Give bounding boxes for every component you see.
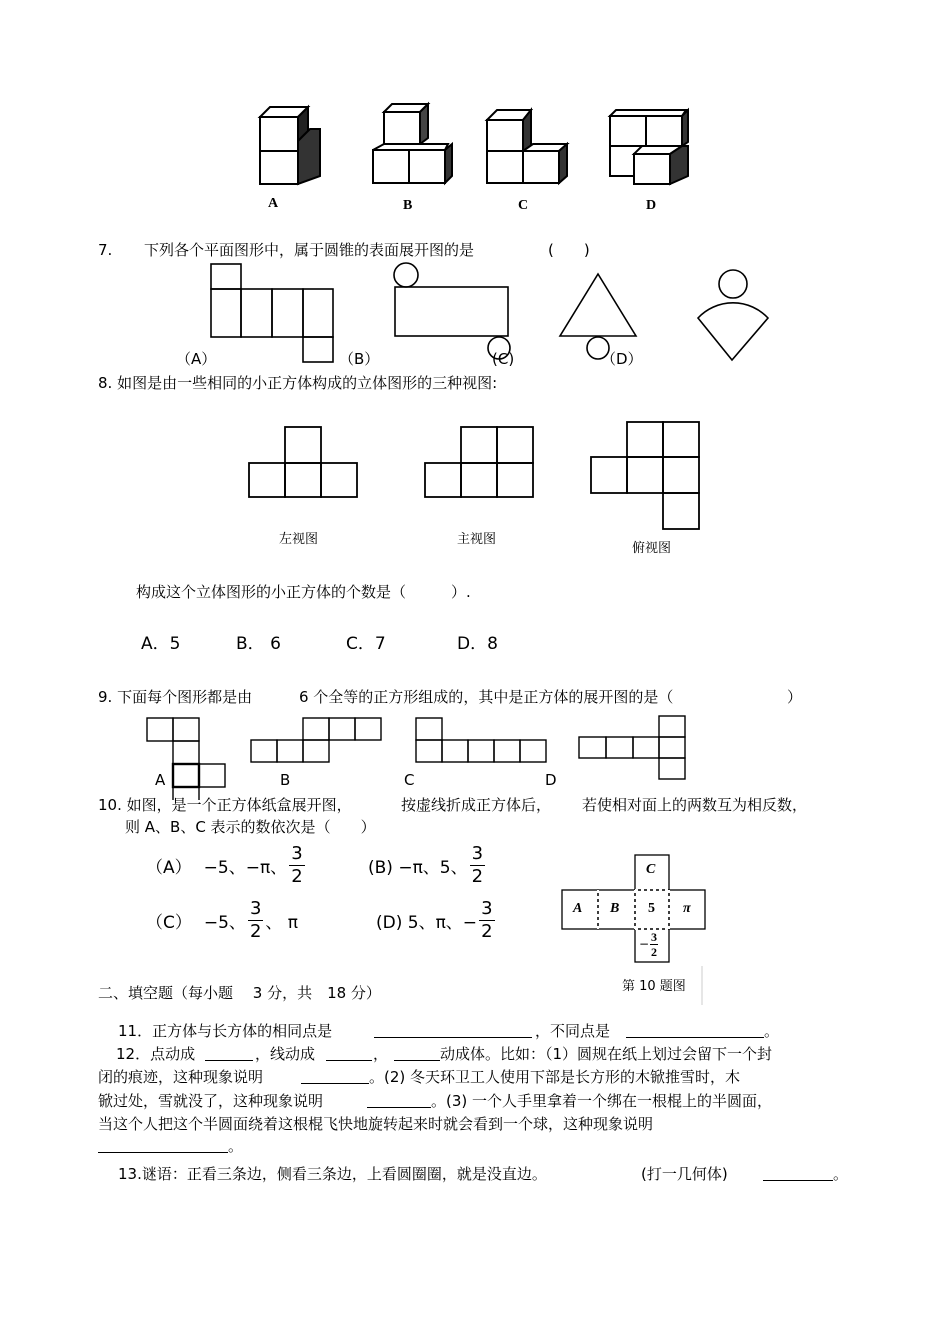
q7-label-b: （B）	[339, 350, 380, 368]
q10-option-c-text: −5、	[203, 913, 246, 933]
q8-choice-b: B． 6	[236, 634, 281, 654]
q10-line1-c: 若使相对面上的两数互为相反数，	[582, 796, 808, 814]
q10-line1-b: 按虚线折成正方体后，	[401, 796, 552, 814]
q6-label-c: C	[518, 198, 529, 213]
q12-l3-a: 锨过处，雪就没了，这种现象说明	[98, 1092, 324, 1110]
q12-l2-a: 闭的痕迹，这种现象说明	[98, 1068, 264, 1086]
q10-option-b-label: (B) −π、5、	[368, 858, 468, 878]
q7-text: 下列各个平面图形中，属于圆锥的表面展开图的是	[144, 241, 475, 259]
q12-l4: 当这个人把这个半圆面绕着这根棍飞快地旋转起来时就会看到一个球，这种现象说明	[98, 1115, 654, 1133]
fraction-denominator: 2	[291, 866, 303, 887]
q7-number: 7.	[98, 241, 113, 259]
fraction-denominator: 2	[249, 921, 262, 942]
q10-option-c-tail: 、 π	[265, 913, 299, 933]
q10-option-a-label: （A）	[146, 858, 192, 878]
fraction-numerator: 3	[651, 930, 657, 944]
q10-line2: 则 A、B、C 表示的数依次是（ ）	[125, 818, 376, 836]
q12-l1-a: 12．点动成	[116, 1045, 196, 1063]
q8-left-view-label: 左视图	[279, 532, 319, 547]
q10-net-cell-a: A	[573, 901, 583, 916]
q9-text-a: 9. 下面每个图形都是由	[98, 688, 253, 706]
q9-label-a: A	[155, 771, 166, 789]
q11-text-a: 11．正方体与长方体的相同点是	[118, 1022, 333, 1040]
q10-net-cell-right: π	[683, 901, 691, 916]
q9-label-b: B	[280, 771, 291, 789]
q13-text-b: (打一几何体)	[641, 1165, 728, 1183]
fraction-denominator: 2	[471, 866, 484, 887]
section2-title: 二、填空题（每小题 3 分，共 18 分）	[98, 984, 381, 1002]
q9-label-c: C	[404, 771, 415, 789]
q10-option-d-label: (D) 5、π、−	[376, 913, 478, 933]
q12-l3-b: 。(3) 一个人手里拿着一个绑在一根棍上的半圆面，	[431, 1092, 773, 1110]
q8-text: 8. 如图是由一些相同的小正方体构成的立体图形的三种视图:	[98, 374, 498, 392]
q6-label-d: D	[646, 198, 657, 213]
q7-paren: ( )	[548, 241, 590, 259]
fraction-numerator: 3	[291, 843, 303, 864]
q10-option-a-text: −5、−π、	[203, 858, 288, 878]
q7-label-c: (C)	[492, 350, 515, 368]
q10-net-cell-bottom-fraction	[650, 930, 658, 959]
q7-label-d: （D）	[601, 350, 643, 368]
q8-choice-a: A．5	[141, 634, 181, 654]
fraction-denominator: 2	[651, 945, 657, 959]
q11-blank-same[interactable]	[374, 1023, 532, 1038]
q10-net-cell-c: C	[646, 862, 656, 877]
q7-label-a: （A）	[176, 350, 217, 368]
q13-blank[interactable]	[763, 1166, 833, 1181]
q12-blank-1[interactable]	[205, 1046, 253, 1061]
q8-choice-d: D．8	[457, 634, 498, 654]
q12-blank-4[interactable]	[301, 1069, 369, 1084]
q10-net-cell-bottom-sign: −	[639, 937, 650, 951]
q8-question: 构成这个立体图形的小正方体的个数是（ ）.	[136, 583, 471, 601]
q12-blank-3[interactable]	[394, 1046, 440, 1061]
fraction-numerator: 3	[471, 843, 484, 864]
q8-choice-c: C．7	[346, 634, 386, 654]
q8-front-view-label: 主视图	[457, 532, 497, 547]
q12-l1-b: ，线动成	[255, 1045, 316, 1063]
q10-net-cell-center: 5	[648, 901, 655, 916]
q12-l5-end: 。	[228, 1137, 244, 1155]
q12-l1-c: ，	[373, 1045, 389, 1063]
q12-blank-6[interactable]	[98, 1138, 228, 1153]
q9-text-c: ）	[787, 688, 803, 706]
q12-l1-d: 动成体。比如：（1）圆规在纸上划过会留下一个封	[440, 1045, 773, 1063]
q12-l2-b: 。(2) 冬天环卫工人使用下部是长方形的木锨推雪时，木	[369, 1068, 741, 1086]
q11-blank-diff[interactable]	[626, 1023, 764, 1038]
q10-option-c-label: （C）	[146, 913, 192, 933]
q6-label-b: B	[403, 198, 413, 213]
q10-figure-caption: 第 10 题图	[622, 979, 686, 994]
q13-text-a: 13.谜语：正看三条边，侧看三条边，上看圆圈圈，就是没直边。	[118, 1165, 547, 1183]
q11-text-b: ，不同点是	[535, 1022, 611, 1040]
q9-text-b: 6 个全等的正方形组成的，其中是正方体的展开图的是（	[299, 688, 674, 706]
fraction-numerator: 3	[481, 898, 493, 919]
q12-blank-5[interactable]	[367, 1093, 431, 1108]
q10-line1-a: 10. 如图，是一个正方体纸盒展开图，	[98, 796, 352, 814]
q8-top-view-label: 俯视图	[632, 541, 672, 556]
q13-text-c: 。	[833, 1165, 849, 1183]
fraction-numerator: 3	[249, 898, 262, 919]
q12-blank-2[interactable]	[326, 1046, 372, 1061]
fraction-denominator: 2	[481, 921, 493, 942]
q6-label-a: A	[268, 196, 279, 211]
q9-label-d: D	[545, 771, 557, 789]
q11-text-c: 。	[764, 1022, 780, 1040]
q10-net-cell-b: B	[610, 901, 620, 916]
